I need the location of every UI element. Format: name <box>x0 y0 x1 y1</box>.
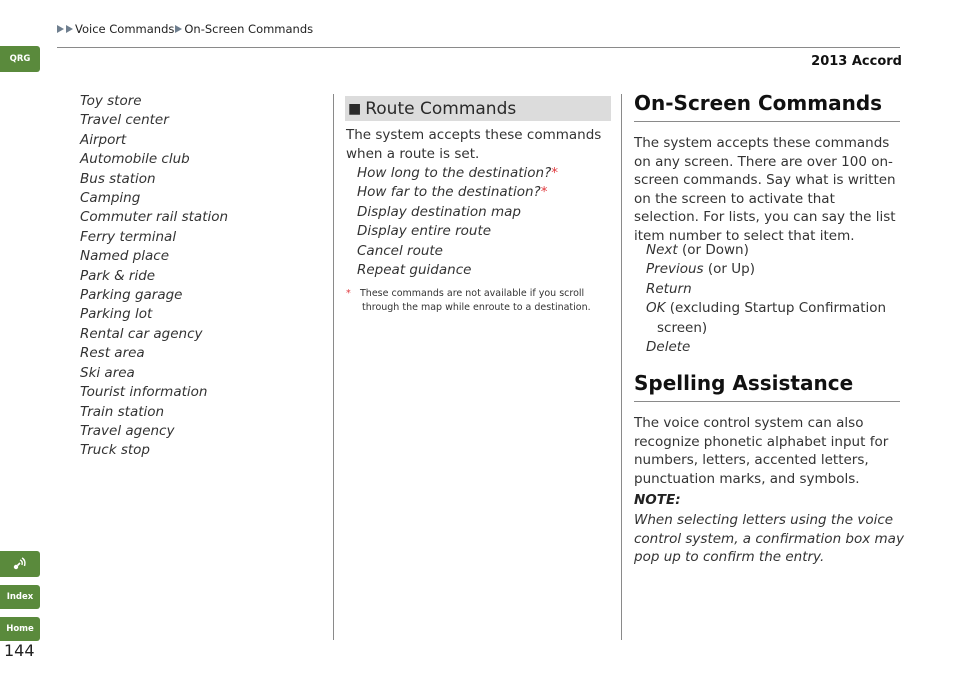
route-intro: The system accepts these commands when a route is set. <box>346 127 602 163</box>
list-item: Next (or Down) <box>646 242 749 258</box>
list-item: Rental car agency <box>80 325 203 342</box>
page-number: 144 <box>4 641 35 660</box>
spelling-body: The voice control system can also recognize phonetic alphabet input for numbers, letters, accented letters, punctuation marks, and symbols. <box>634 415 889 487</box>
list-item: Display destination map <box>357 203 521 220</box>
on-screen-commands-heading: On-Screen Commands <box>634 91 883 115</box>
index-button[interactable]: Index <box>0 585 40 609</box>
on-screen-intro: The system accepts these commands on any screen. There are over 100 on-screen commands. Say what is written on the screen to activate that selection. For lists, you can say the list item number to select that item. <box>634 135 896 244</box>
voice-command-button[interactable] <box>0 551 40 577</box>
list-item: Truck stop <box>80 442 150 459</box>
list-item: Train station <box>80 403 165 420</box>
list-item: How far to the destination?* <box>357 184 548 201</box>
route-commands-title: Route Commands <box>365 98 517 119</box>
list-item: Travel center <box>80 112 169 129</box>
footnote-asterisk: * <box>346 288 351 299</box>
spelling-assistance-heading: Spelling Assistance <box>634 371 854 395</box>
list-item: Tourist information <box>80 384 208 401</box>
list-item: OK (excluding Startup Confirmation <box>646 300 887 317</box>
qrg-button[interactable]: QRG <box>0 46 40 72</box>
route-command-list <box>357 164 558 280</box>
voice-command-icon <box>12 556 28 572</box>
list-item: Automobile club <box>80 151 190 168</box>
route-commands-heading <box>345 96 611 121</box>
list-item: Parking lot <box>80 306 153 323</box>
note-label: NOTE: <box>634 492 681 508</box>
list-item: Airport <box>80 131 127 148</box>
breadcrumb-on-screen-commands[interactable]: On-Screen Commands <box>184 22 314 36</box>
arrow-icon <box>57 25 64 33</box>
list-item: How long to the destination?* <box>357 165 559 181</box>
list-item: Camping <box>80 190 141 207</box>
on-screen-command-list <box>646 241 898 357</box>
list-item: Delete <box>646 339 691 356</box>
breadcrumb-voice-commands[interactable]: Voice Commands <box>75 22 175 36</box>
heading-divider <box>634 401 900 402</box>
list-item: Park & ride <box>80 267 156 284</box>
list-item: Rest area <box>80 345 145 362</box>
list-item: Cancel route <box>357 242 443 259</box>
list-item: Travel agency <box>80 422 175 439</box>
breadcrumb <box>57 22 313 36</box>
list-item: Parking garage <box>80 287 183 304</box>
arrow-icon <box>175 25 182 33</box>
route-footnote: * These commands are not available if you scroll through the map while enroute to a destination. <box>346 288 591 313</box>
note-text: When selecting letters using the voice control system, a confirmation box may pop up to confirm the entry. <box>634 512 904 566</box>
column-divider <box>333 94 334 640</box>
square-bullet-icon: ■ <box>348 100 362 117</box>
list-item-continued: screen) <box>657 319 708 336</box>
list-item: Previous (or Up) <box>646 261 755 278</box>
column-divider <box>621 94 622 640</box>
header-divider <box>57 47 900 48</box>
model-title: 2013 Accord <box>811 54 902 69</box>
list-item: Toy store <box>80 93 142 109</box>
list-item: Bus station <box>80 170 156 187</box>
place-category-list <box>80 92 228 461</box>
list-item: Named place <box>80 248 170 265</box>
arrow-icon <box>66 25 73 33</box>
heading-divider <box>634 121 900 122</box>
list-item: Repeat guidance <box>357 262 472 279</box>
list-item: Ski area <box>80 364 135 381</box>
list-item: Commuter rail station <box>80 209 229 226</box>
home-button[interactable]: Home <box>0 617 40 641</box>
list-item: Display entire route <box>357 223 492 240</box>
list-item: Ferry terminal <box>80 228 177 245</box>
list-item: Return <box>646 280 692 297</box>
